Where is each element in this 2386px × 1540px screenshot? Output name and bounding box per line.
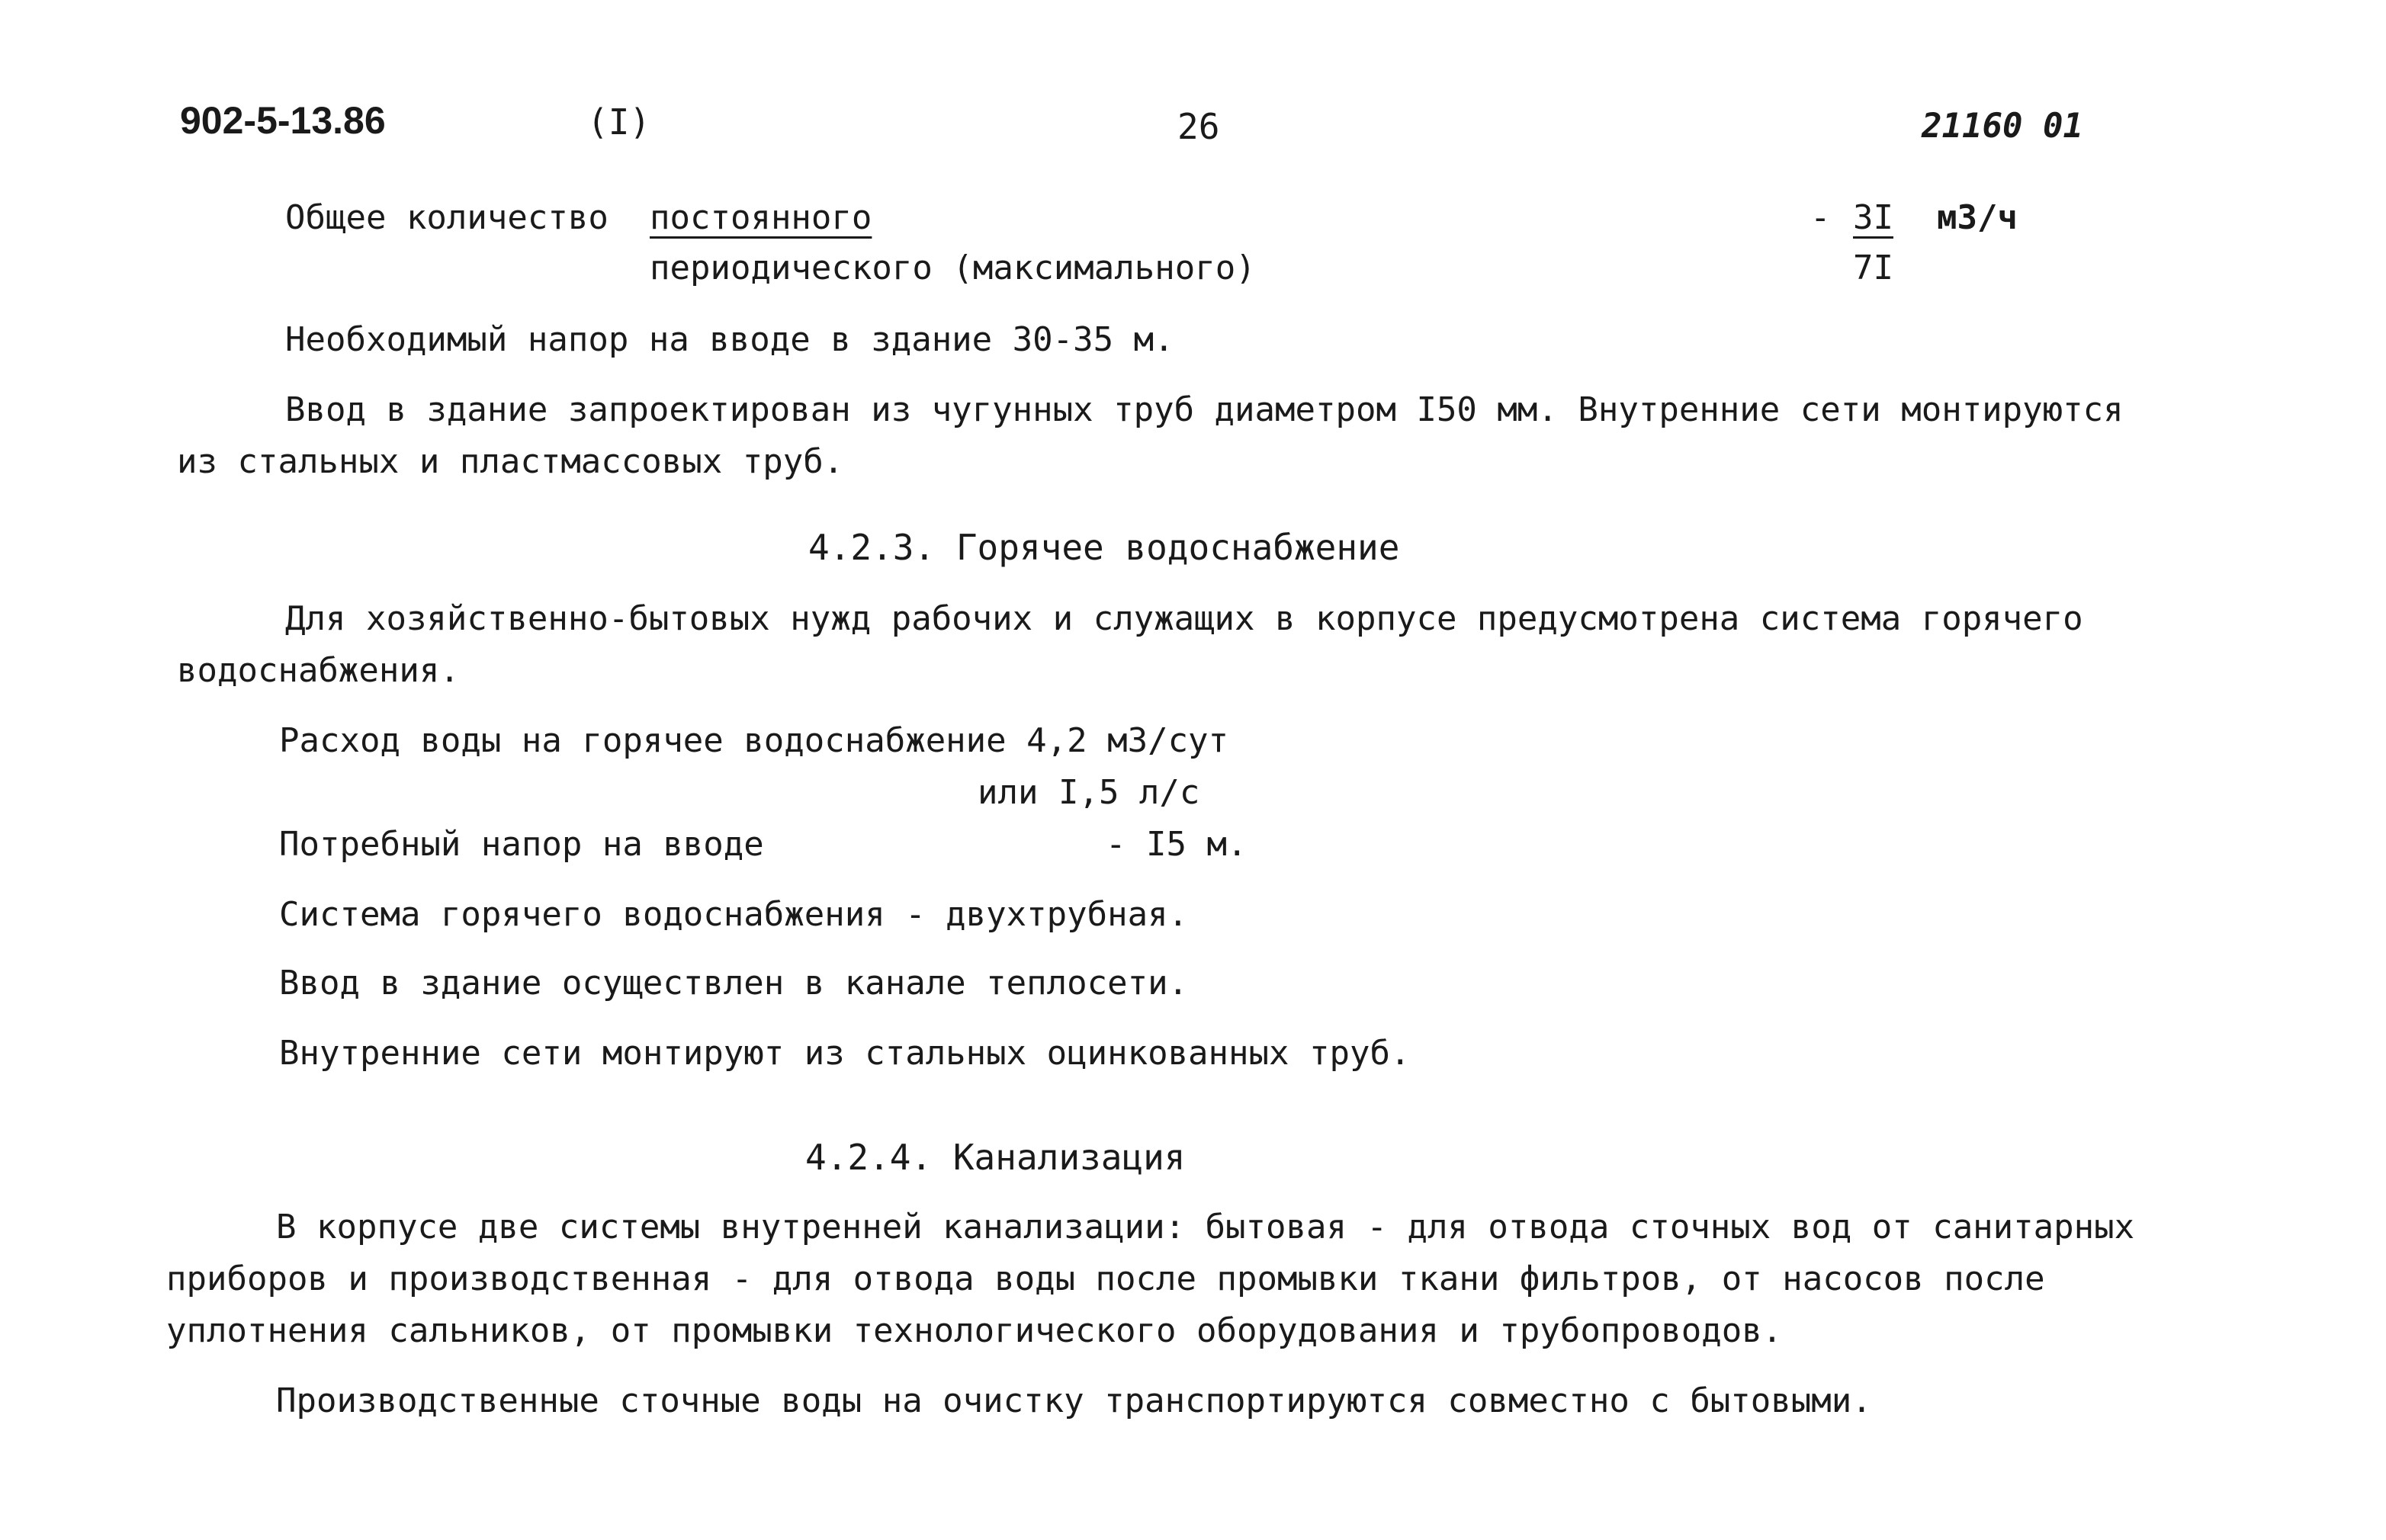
hot-networks: Внутренние сети монтируют из стальных оцинкованных труб.	[279, 1034, 1411, 1073]
flow-periodic-value: 7I	[1853, 249, 1893, 287]
section-sewer-title: 4.2.4. Канализация	[805, 1137, 1186, 1178]
hot-consumption-alt: или I,5 л/с	[978, 773, 1200, 812]
flow-unit: м3/ч	[1937, 198, 2018, 237]
sewer-para-line-3: уплотнения сальников, от промывки технологического оборудования и трубопроводов.	[166, 1311, 1783, 1350]
hot-required-pressure-value: - I5 м.	[1106, 825, 1248, 864]
sewer-para-2: Производственные сточные воды на очистку транспортируются совместно с бытовыми.	[276, 1381, 1872, 1420]
document-part: (I)	[587, 101, 651, 143]
hot-para-line-1: Для хозяйственно-бытовых нужд рабочих и служащих в корпусе предусмотрена система горячего	[285, 599, 2083, 638]
hot-para-line-2: водоснабжения.	[177, 651, 460, 690]
flow-label: Общее количество	[285, 198, 609, 237]
entry-line-1: Ввод в здание запроектирован из чугунных труб диаметром I50 мм. Внутренние сети монтируются	[285, 390, 2124, 429]
flow-dash: -	[1810, 198, 1831, 237]
hot-entry: Ввод в здание осуществлен в канале теплосети.	[279, 964, 1189, 1003]
inventory-number: 21160 01	[1922, 107, 2083, 146]
sewer-para-line-1: В корпусе две системы внутренней канализации: бытовая - для отвода сточных вод от санитарных	[276, 1208, 2135, 1246]
hot-required-pressure-label: Потребный напор на вводе	[279, 825, 764, 864]
flow-periodic-label: периодического (максимального)	[650, 249, 1256, 287]
document-code: 902-5-13.86	[180, 99, 386, 142]
flow-permanent-value: 3I	[1853, 198, 1893, 237]
flow-permanent-label: постоянного	[650, 198, 872, 237]
sewer-para-line-2: приборов и производственная - для отвода воды после промывки ткани фильтров, от насосов после	[166, 1259, 2045, 1298]
hot-system: Система горячего водоснабжения - двухтрубная.	[279, 895, 1189, 934]
pressure-text: Необходимый напор на вводе в здание 30-35 м.	[285, 320, 1174, 359]
page-number: 26	[1177, 106, 1220, 147]
section-hot-title: 4.2.3. Горячее водоснабжение	[808, 527, 1400, 568]
hot-consumption: Расход воды на горячее водоснабжение 4,2 м3/сут	[279, 721, 1229, 760]
entry-line-2: из стальных и пластмассовых труб.	[177, 442, 844, 481]
